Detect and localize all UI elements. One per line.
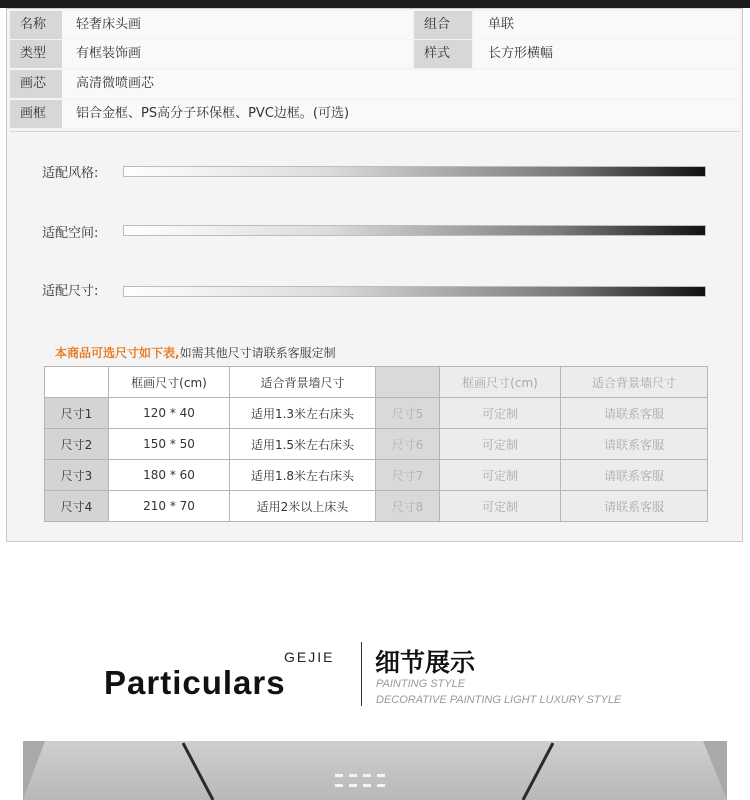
row-wall-2: 请联系客服 — [561, 398, 708, 429]
table-row — [45, 398, 708, 429]
spec-value-name: 轻奢床头画 — [62, 11, 412, 39]
table-row — [45, 460, 708, 491]
spec-key-type: 类型 — [10, 40, 64, 68]
row-size-2: 可定制 — [440, 398, 561, 429]
particulars-title: Particulars — [104, 664, 286, 701]
header-empty-cell — [45, 367, 109, 398]
space-gradient-bar — [123, 225, 706, 236]
spec-value-frame: 铝合金框、PS高分子环保框、PVC边框。(可选) — [62, 100, 740, 128]
spec-key-combo: 组合 — [414, 11, 472, 39]
header-frame-size: 框画尺寸(cm) — [109, 367, 230, 398]
size-row-label: 适配尺寸: — [42, 284, 99, 299]
space-row-label: 适配空间: — [42, 226, 99, 241]
row-name: 尺寸4 — [45, 491, 109, 522]
spec-key-frame: 画框 — [10, 100, 64, 128]
spec-key-style: 样式 — [414, 40, 472, 68]
row-wall: 适用1.8米左右床头 — [230, 460, 376, 491]
heading-divider — [361, 642, 362, 706]
row-size: 150 * 50 — [109, 429, 230, 460]
size-note-highlight: 本商品可选尺寸如下表, — [55, 346, 180, 360]
particulars-en-line2: DECORATIVE PAINTING LIGHT LUXURY STYLE — [376, 694, 622, 706]
row-name-2: 尺寸7 — [376, 460, 440, 491]
style-gradient-bar — [123, 166, 706, 177]
divider — [10, 131, 740, 132]
row-wall-2: 请联系客服 — [561, 429, 708, 460]
row-size-2: 可定制 — [440, 460, 561, 491]
row-size: 180 * 60 — [109, 460, 230, 491]
spec-value-combo: 单联 — [474, 11, 740, 39]
size-note-text: 如需其他尺寸请联系客服定制 — [179, 346, 336, 360]
row-size: 120 * 40 — [109, 398, 230, 429]
row-name-2: 尺寸8 — [376, 491, 440, 522]
detail-photo — [23, 741, 727, 800]
header-empty-cell-2 — [376, 367, 440, 398]
row-size-2: 可定制 — [440, 491, 561, 522]
row-name-2: 尺寸5 — [376, 398, 440, 429]
row-name: 尺寸2 — [45, 429, 109, 460]
style-row-label: 适配风格: — [42, 166, 99, 181]
row-wall: 适用1.5米左右床头 — [230, 429, 376, 460]
particulars-cn-title: 细节展示 — [375, 648, 476, 677]
particulars-small-label: GEJIE — [284, 649, 335, 665]
row-wall: 适用1.3米左右床头 — [230, 398, 376, 429]
row-wall-2: 请联系客服 — [561, 491, 708, 522]
table-row — [45, 491, 708, 522]
row-size: 210 * 70 — [109, 491, 230, 522]
size-note — [55, 344, 336, 361]
header-wall-size-2: 适合背景墙尺寸 — [561, 367, 708, 398]
size-gradient-bar — [123, 286, 706, 297]
row-wall-2: 请联系客服 — [561, 460, 708, 491]
row-wall: 适用2米以上床头 — [230, 491, 376, 522]
row-name: 尺寸1 — [45, 398, 109, 429]
particulars-en-line1: PAINTING STYLE — [376, 678, 466, 690]
spec-value-core: 高清微喷画芯 — [62, 70, 740, 98]
row-name-2: 尺寸6 — [376, 429, 440, 460]
row-size-2: 可定制 — [440, 429, 561, 460]
top-dark-bar — [0, 0, 750, 8]
spec-value-type: 有框装饰画 — [62, 40, 412, 68]
spec-key-core: 画芯 — [10, 70, 64, 98]
spec-value-style: 长方形横幅 — [474, 40, 740, 68]
header-wall-size: 适合背景墙尺寸 — [230, 367, 376, 398]
header-frame-size-2: 框画尺寸(cm) — [440, 367, 561, 398]
spec-key-name: 名称 — [10, 11, 64, 39]
size-table-header — [45, 367, 708, 398]
table-row — [45, 429, 708, 460]
size-table — [44, 366, 708, 522]
detail-photo-art — [23, 741, 727, 800]
row-name: 尺寸3 — [45, 460, 109, 491]
